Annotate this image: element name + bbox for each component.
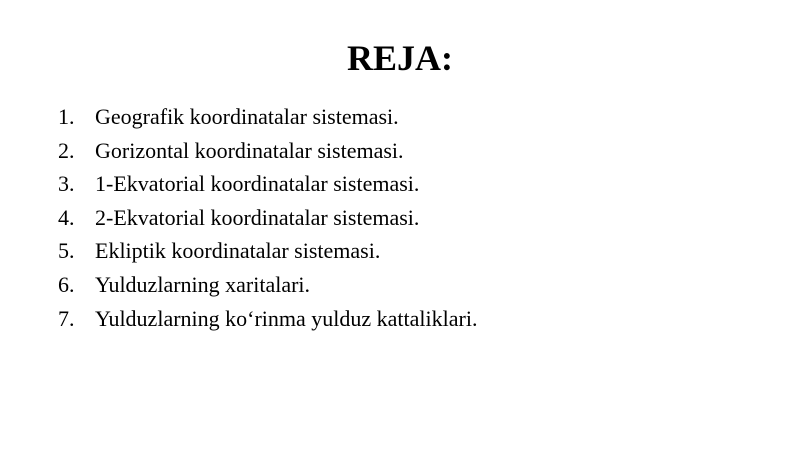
plan-list	[58, 100, 477, 335]
item-number: 7.	[58, 305, 75, 331]
item-text: 1-Ekvatorial koordinatalar sistemasi.	[95, 171, 420, 197]
list-item	[58, 268, 477, 302]
slide-title: REJA:	[347, 38, 453, 78]
item-text: Ekliptik koordinatalar sistemasi.	[95, 238, 381, 264]
item-text: 2-Ekvatorial koordinatalar sistemasi.	[95, 204, 420, 230]
item-text: Yulduzlarning xaritalari.	[95, 271, 311, 297]
item-number: 5.	[58, 238, 75, 264]
item-number: 4.	[58, 204, 75, 230]
item-number: 6.	[58, 271, 75, 297]
list-item	[58, 134, 477, 168]
list-item	[58, 100, 477, 134]
list-item	[58, 167, 477, 201]
list-item	[58, 302, 477, 336]
item-number: 2.	[58, 137, 75, 163]
item-number: 1.	[58, 104, 75, 129]
list-item	[58, 201, 477, 235]
item-text: Gorizontal koordinatalar sistemasi.	[95, 137, 404, 163]
item-number: 3.	[58, 171, 75, 197]
list-item	[58, 234, 477, 268]
item-text: Geografik koordinatalar sistemasi.	[95, 104, 399, 129]
item-text: Yulduzlarning ko‘rinma yulduz kattaliklari.	[95, 305, 478, 331]
